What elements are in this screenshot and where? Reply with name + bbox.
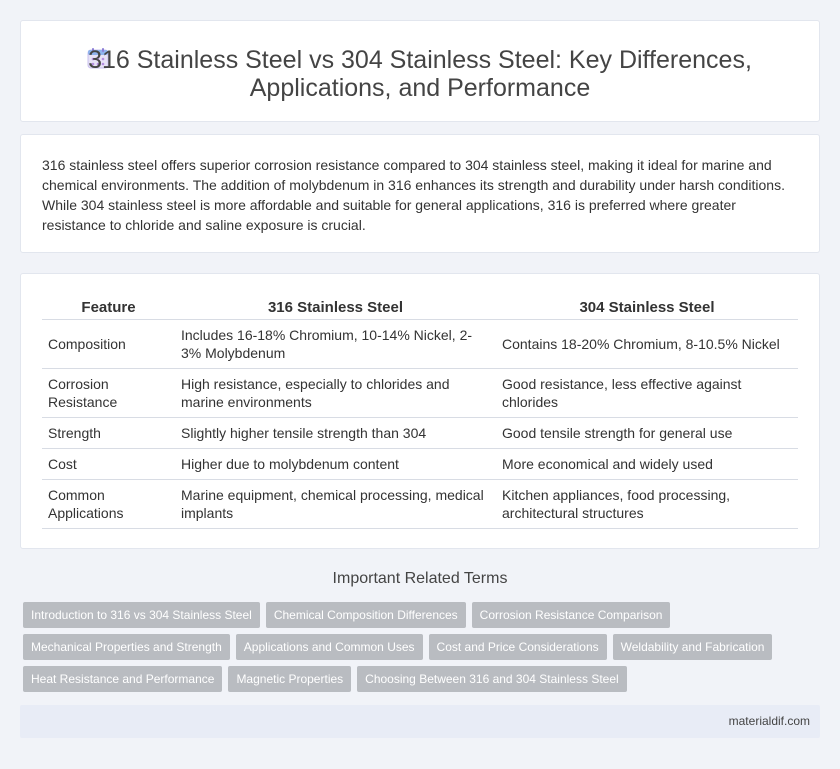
- summary-card: [20, 134, 820, 253]
- value-304-cell: Good resistance, less effective against chlorides: [496, 368, 798, 417]
- header-feature: Feature: [42, 296, 175, 319]
- term-tag[interactable]: Introduction to 316 vs 304 Stainless Steel: [23, 602, 260, 628]
- term-tag[interactable]: Cost and Price Considerations: [429, 634, 607, 660]
- comparison-table-card: [20, 273, 820, 549]
- table-row: [42, 319, 798, 368]
- value-316-cell: Slightly higher tensile strength than 304: [175, 417, 496, 448]
- term-tag[interactable]: Choosing Between 316 and 304 Stainless Steel: [357, 666, 627, 692]
- table-header-row: [42, 296, 798, 319]
- page-title-line2: Applications, and Performance: [249, 74, 591, 102]
- value-304-cell: Good tensile strength for general use: [496, 417, 798, 448]
- header-316: 316 Stainless Steel: [175, 296, 496, 319]
- feature-cell: Cost: [42, 448, 175, 479]
- value-304-cell: Kitchen appliances, food processing, architectural structures: [496, 479, 798, 528]
- feature-cell: Corrosion Resistance: [42, 368, 175, 417]
- related-terms-heading: Important Related Terms: [332, 570, 508, 587]
- value-304-cell: More economical and widely used: [496, 448, 798, 479]
- footer: [20, 705, 820, 738]
- term-tag[interactable]: Applications and Common Uses: [236, 634, 423, 660]
- term-tag[interactable]: Mechanical Properties and Strength: [23, 634, 230, 660]
- value-304-cell: Contains 18-20% Chromium, 8-10.5% Nickel: [496, 319, 798, 368]
- value-316-cell: Marine equipment, chemical processing, medical implants: [175, 479, 496, 528]
- feature-cell: Common Applications: [42, 479, 175, 528]
- table-row: [42, 448, 798, 479]
- value-316-cell: Higher due to molybdenum content: [175, 448, 496, 479]
- title-wrap: [21, 46, 819, 102]
- header-304: 304 Stainless Steel: [496, 296, 798, 319]
- table-row: [42, 479, 798, 528]
- term-tag[interactable]: Heat Resistance and Performance: [23, 666, 222, 692]
- term-tag[interactable]: Corrosion Resistance Comparison: [472, 602, 671, 628]
- comparison-table: [42, 296, 798, 529]
- page-title: [88, 46, 752, 102]
- value-316-cell: Includes 16-18% Chromium, 10-14% Nickel, 2-3% Molybdenum: [175, 319, 496, 368]
- page-title-line1: 316 Stainless Steel vs 304 Stainless Steel: Key Differences,: [88, 46, 752, 74]
- header-card: [20, 20, 820, 122]
- value-316-cell: High resistance, especially to chlorides and marine environments: [175, 368, 496, 417]
- term-tag[interactable]: Chemical Composition Differences: [266, 602, 466, 628]
- term-tag[interactable]: Weldability and Fabrication: [613, 634, 773, 660]
- summary-text: 316 stainless steel offers superior corrosion resistance compared to 304 stainless steel, making it ideal for marine and chemical environments. The addition of molybdenum in 316 enhances its strength and durability under harsh conditions. While 304 stainless steel is more affordable and suitable for general applications, 316 is preferred where greater resistance to chloride and saline exposure is crucial.: [42, 157, 785, 233]
- term-tag[interactable]: Magnetic Properties: [228, 666, 351, 692]
- table-row: [42, 368, 798, 417]
- related-terms-list: [23, 602, 803, 692]
- table-row: [42, 417, 798, 448]
- footer-site-link[interactable]: materialdif.com: [728, 714, 810, 728]
- feature-cell: Strength: [42, 417, 175, 448]
- feature-cell: Composition: [42, 319, 175, 368]
